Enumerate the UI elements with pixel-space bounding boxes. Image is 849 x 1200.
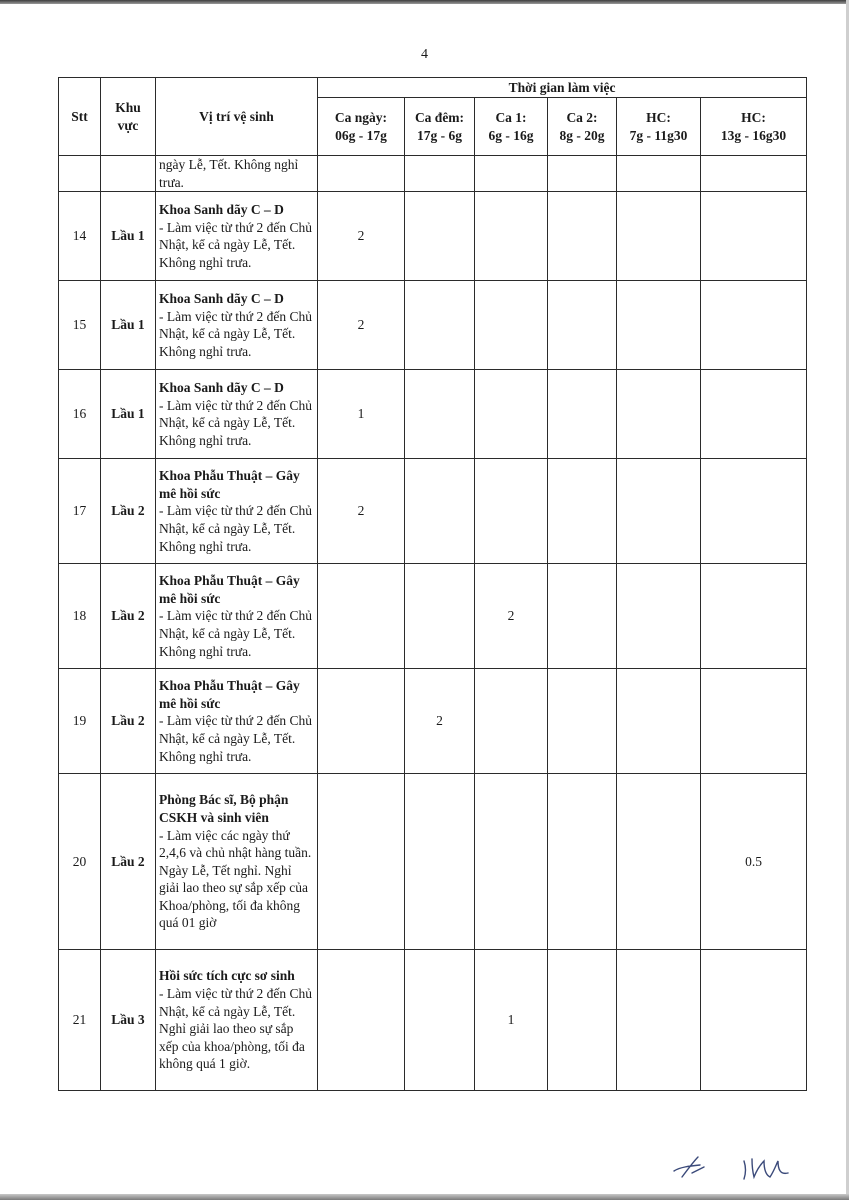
row-title: Khoa Sanh dãy C – D (159, 380, 284, 395)
cell-ca-ngay (318, 669, 405, 774)
row-khu-vuc (101, 156, 156, 192)
cell-hc-morning (617, 459, 701, 564)
row-vi-tri (156, 564, 318, 669)
row-title: Hồi sức tích cực sơ sinh (159, 968, 295, 984)
table-row (59, 774, 807, 950)
cell-ca-1 (475, 669, 548, 774)
cell-ca-ngay: 2 (318, 459, 405, 564)
row-vi-tri (156, 370, 318, 459)
table-row (59, 281, 807, 370)
cell-ca-dem (405, 950, 475, 1091)
cell-hc-afternoon (701, 281, 807, 370)
header-shift-hc-morning (617, 98, 701, 156)
row-stt (59, 156, 101, 192)
cell-hc-morning (617, 950, 701, 1091)
header-shift-hc-afternoon (701, 98, 807, 156)
table-row (59, 459, 807, 564)
cell-ca-2 (548, 281, 617, 370)
row-khu-vuc: Lầu 1 (101, 281, 156, 370)
row-description: ngày Lễ, Tết. Không nghỉ trưa. (159, 157, 299, 190)
header-vi-tri: Vị trí vệ sinh (156, 78, 318, 156)
cell-ca-2 (548, 774, 617, 950)
table-header (59, 78, 807, 156)
table-row-continued (59, 156, 807, 192)
shift-hours: 13g - 16g30 (720, 127, 787, 143)
row-stt: 18 (59, 564, 101, 669)
cell-ca-dem (405, 192, 475, 281)
cell-ca-2 (548, 370, 617, 459)
header-shift-ca-ngay (318, 98, 405, 156)
cell-ca-dem: 2 (405, 669, 475, 774)
row-stt: 17 (59, 459, 101, 564)
cell-ca-2 (548, 156, 617, 192)
cell-ca-dem (405, 459, 475, 564)
header-khu-vuc: Khu vực (101, 78, 156, 156)
cell-hc-morning (617, 156, 701, 192)
cell-ca-1: 2 (475, 564, 548, 669)
cell-ca-ngay: 1 (318, 370, 405, 459)
row-vi-tri (156, 192, 318, 281)
cell-ca-2 (548, 192, 617, 281)
cell-ca-ngay (318, 950, 405, 1091)
cell-hc-afternoon (701, 669, 807, 774)
shift-label: HC: (741, 109, 766, 125)
cell-ca-2 (548, 564, 617, 669)
row-title: Khoa Sanh dãy C – D (159, 291, 284, 306)
shift-label: Ca 1: (495, 109, 527, 125)
row-stt: 20 (59, 774, 101, 950)
table-row (59, 370, 807, 459)
cell-ca-2 (548, 669, 617, 774)
scan-top-edge (0, 0, 849, 4)
row-khu-vuc: Lầu 2 (101, 459, 156, 564)
cell-ca-dem (405, 370, 475, 459)
signature-1 (674, 1157, 704, 1177)
shift-hours: 06g - 17g (335, 127, 387, 143)
signatures (668, 1147, 838, 1183)
cell-hc-afternoon: 0.5 (701, 774, 807, 950)
shift-label: Ca ngày: (334, 109, 388, 125)
row-description: - Làm việc từ thứ 2 đến Chủ Nhật, kể cả ngày Lễ, Tết. Không nghỉ trưa. (159, 503, 312, 554)
cell-ca-ngay: 2 (318, 281, 405, 370)
row-title: Khoa Phẫu Thuật – Gây mê hồi sức (159, 468, 300, 501)
cell-hc-morning (617, 669, 701, 774)
row-stt: 21 (59, 950, 101, 1091)
cell-hc-morning (617, 774, 701, 950)
cell-ca-ngay: 2 (318, 192, 405, 281)
shift-label: HC: (646, 109, 671, 125)
row-stt: 14 (59, 192, 101, 281)
header-thoi-gian: Thời gian làm việc (318, 78, 807, 98)
header-stt: Stt (59, 78, 101, 156)
row-title: Khoa Phẫu Thuật – Gây mê hồi sức (159, 678, 300, 711)
cell-hc-afternoon (701, 370, 807, 459)
cell-ca-1 (475, 774, 548, 950)
row-description: - Làm việc các ngày thứ 2,4,6 và chủ nhật hàng tuần. Ngày Lễ, Tết nghỉ. Nghỉ giải lao theo sự sắp xếp của Khoa/phòng, tối đa không quá 01 giờ (159, 827, 312, 931)
row-vi-tri (156, 156, 318, 192)
cell-ca-1 (475, 156, 548, 192)
cell-ca-ngay (318, 774, 405, 950)
cell-ca-1 (475, 281, 548, 370)
shift-hours: 17g - 6g (417, 127, 462, 143)
cell-hc-morning (617, 370, 701, 459)
cell-hc-morning (617, 564, 701, 669)
row-description: - Làm việc từ thứ 2 đến Chủ Nhật, kể cả ngày Lễ, Tết. Không nghỉ trưa. (159, 308, 312, 359)
cell-ca-1 (475, 459, 548, 564)
shift-hours: 8g - 20g (559, 127, 605, 143)
table-row (59, 950, 807, 1091)
cell-hc-afternoon (701, 459, 807, 564)
cell-ca-2 (548, 459, 617, 564)
row-vi-tri (156, 281, 318, 370)
cell-hc-morning (617, 192, 701, 281)
cell-ca-1 (475, 192, 548, 281)
cleaning-schedule-table (58, 77, 807, 1091)
header-shift-ca-2 (548, 98, 617, 156)
scan-bottom-edge (0, 1194, 849, 1200)
signature-2 (744, 1159, 788, 1179)
shift-hours: 6g - 16g (488, 127, 534, 143)
row-stt: 15 (59, 281, 101, 370)
row-title: Khoa Phẫu Thuật – Gây mê hồi sức (159, 573, 300, 606)
shift-label: Ca 2: (566, 109, 598, 125)
cell-ca-1: 1 (475, 950, 548, 1091)
cell-hc-afternoon (701, 156, 807, 192)
row-description: - Làm việc từ thứ 2 đến Chủ Nhật, kể cả ngày Lễ, Tết. Nghỉ giải lao theo sự sắp xếp của khoa/phòng, tối đa không quá 1 giờ. (159, 986, 312, 1072)
row-khu-vuc: Lầu 2 (101, 669, 156, 774)
row-title: Khoa Sanh dãy C – D (159, 202, 284, 217)
row-khu-vuc: Lầu 1 (101, 370, 156, 459)
row-khu-vuc: Lầu 2 (101, 564, 156, 669)
row-stt: 19 (59, 669, 101, 774)
cell-hc-morning (617, 281, 701, 370)
cell-hc-afternoon (701, 950, 807, 1091)
cell-ca-1 (475, 370, 548, 459)
header-shift-ca-dem (405, 98, 475, 156)
shift-hours: 7g - 11g30 (629, 127, 688, 143)
shift-label: Ca đêm: (414, 109, 465, 125)
cell-ca-ngay (318, 564, 405, 669)
row-vi-tri (156, 774, 318, 950)
row-description: - Làm việc từ thứ 2 đến Chủ Nhật, kể cả ngày Lễ, Tết. Không nghỉ trưa. (159, 713, 312, 764)
table-row (59, 669, 807, 774)
row-stt: 16 (59, 370, 101, 459)
row-vi-tri (156, 669, 318, 774)
page-number: 4 (421, 47, 428, 62)
row-vi-tri (156, 459, 318, 564)
cell-ca-dem (405, 774, 475, 950)
table-row (59, 192, 807, 281)
cell-ca-dem (405, 156, 475, 192)
table-row (59, 564, 807, 669)
header-shift-ca-1 (475, 98, 548, 156)
row-title: Phòng Bác sĩ, Bộ phận CSKH và sinh viên (159, 792, 289, 825)
row-khu-vuc: Lầu 2 (101, 774, 156, 950)
cell-ca-ngay (318, 156, 405, 192)
cell-ca-dem (405, 564, 475, 669)
cell-hc-afternoon (701, 192, 807, 281)
table-body (59, 156, 807, 1091)
cell-ca-dem (405, 281, 475, 370)
row-vi-tri (156, 950, 318, 1091)
row-description: - Làm việc từ thứ 2 đến Chủ Nhật, kể cả ngày Lễ, Tết. Không nghỉ trưa. (159, 397, 312, 448)
row-description: - Làm việc từ thứ 2 đến Chủ Nhật, kể cả ngày Lễ, Tết. Không nghỉ trưa. (159, 608, 312, 659)
cell-hc-afternoon (701, 564, 807, 669)
row-khu-vuc: Lầu 3 (101, 950, 156, 1091)
cell-ca-2 (548, 950, 617, 1091)
row-description: - Làm việc từ thứ 2 đến Chủ Nhật, kể cả ngày Lễ, Tết. Không nghỉ trưa. (159, 219, 312, 270)
row-khu-vuc: Lầu 1 (101, 192, 156, 281)
